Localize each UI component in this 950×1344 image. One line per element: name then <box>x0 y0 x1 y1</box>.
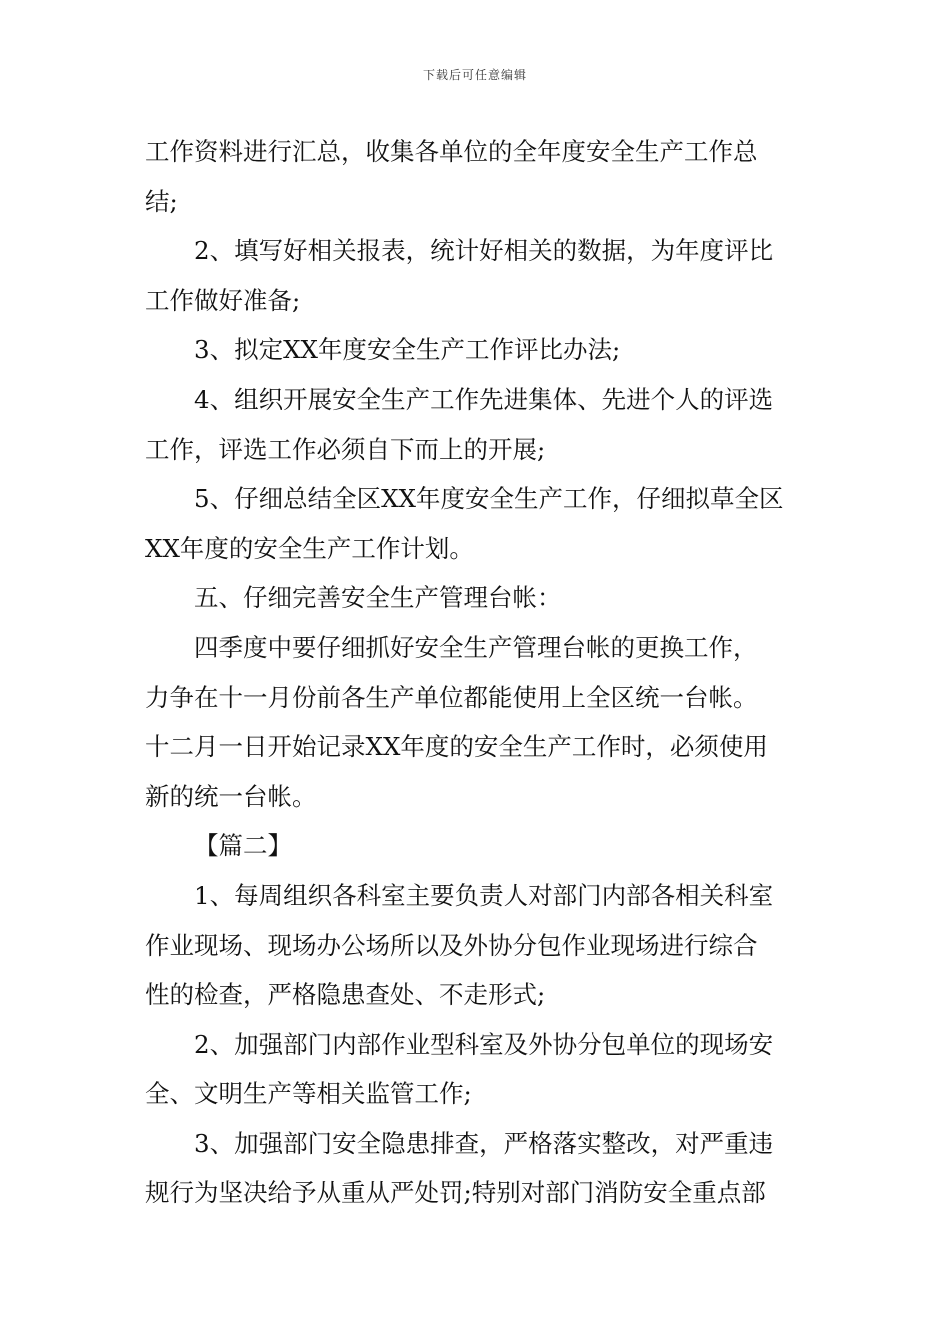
text-line: 四季度中要仔细抓好安全生产管理台帐的更换工作， <box>194 632 758 662</box>
text-line: 工作，评选工作必须自下而上的开展; <box>145 434 546 464</box>
text-line: 工作做好准备; <box>145 285 301 315</box>
document-body <box>145 127 810 1218</box>
text-line: 3、加强部门安全隐患排查，严格落实整改，对严重违 <box>194 1128 774 1158</box>
header-note: 下载后可任意编辑 <box>422 68 527 82</box>
text-line: 1、每周组织各科室主要负责人对部门内部各相关科室 <box>194 880 774 910</box>
text-line: 结; <box>145 186 178 216</box>
text-line: 3、拟定XX年度安全生产工作评比办法; <box>194 335 621 365</box>
text-line: 2、填写好相关报表，统计好相关的数据，为年度评比 <box>194 236 774 266</box>
part-heading: 【篇二】 <box>194 831 292 861</box>
text-line: 工作资料进行汇总，收集各单位的全年度安全生产工作总 <box>145 137 758 166</box>
text-line: 全、文明生产等相关监管工作; <box>145 1079 472 1109</box>
text-line: 力争在十一月份前各生产单位都能使用上全区统一台帐。 <box>145 682 758 712</box>
text-line: 5、仔细总结全区XX年度安全生产工作，仔细拟草全区 <box>194 484 784 514</box>
text-line: 性的检查，严格隐患查处、不走形式; <box>145 980 546 1010</box>
text-line: 作业现场、现场办公场所以及外协分包作业现场进行综合 <box>145 930 758 960</box>
section-heading: 五、仔细完善安全生产管理台帐： <box>194 583 562 613</box>
text-line: 新的统一台帐。 <box>145 781 317 811</box>
text-line: 十二月一日开始记录XX年度的安全生产工作时，必须使用 <box>145 732 768 762</box>
text-line: XX年度的安全生产工作计划。 <box>145 533 474 563</box>
text-line: 4、组织开展安全生产工作先进集体、先进个人的评选 <box>194 384 774 414</box>
text-line: 2、加强部门内部作业型科室及外协分包单位的现场安 <box>194 1029 774 1059</box>
text-line: 规行为坚决给予从重从严处罚;特别对部门消防安全重点部 <box>145 1178 766 1208</box>
